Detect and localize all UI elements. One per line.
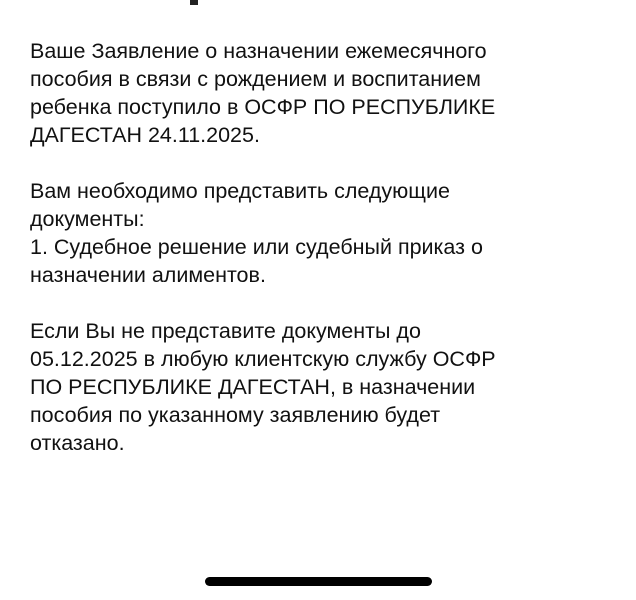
- text-line: ребенка поступило в ОСФР ПО РЕСПУБЛИКЕ: [30, 95, 496, 119]
- required-documents-paragraph: [30, 177, 620, 289]
- text-line: ПО РЕСПУБЛИКЕ ДАГЕСТАН, в назначении: [30, 375, 476, 399]
- text-line: 05.12.2025 в любую клиентскую службу ОСФР: [30, 347, 496, 371]
- text-line: назначении алиментов.: [30, 263, 266, 287]
- deadline-warning-paragraph: [30, 317, 620, 457]
- cut-off-heading-fragment: [190, 0, 198, 5]
- text-line: Ваше Заявление о назначении ежемесячного: [30, 39, 487, 63]
- text-line: отказано.: [30, 431, 125, 455]
- text-line: документы:: [30, 207, 145, 231]
- text-line: пособия по указанному заявлению будет: [30, 403, 441, 427]
- text-line: пособия в связи с рождением и воспитанием: [30, 67, 481, 91]
- application-received-paragraph: [30, 37, 620, 149]
- home-indicator[interactable]: [205, 577, 432, 586]
- message-body: [30, 37, 620, 485]
- text-line: Вам необходимо представить следующие: [30, 179, 450, 203]
- text-line: 1. Судебное решение или судебный приказ о: [30, 235, 483, 259]
- text-line: ДАГЕСТАН 24.11.2025.: [30, 123, 260, 147]
- text-line: Если Вы не представите документы до: [30, 319, 421, 343]
